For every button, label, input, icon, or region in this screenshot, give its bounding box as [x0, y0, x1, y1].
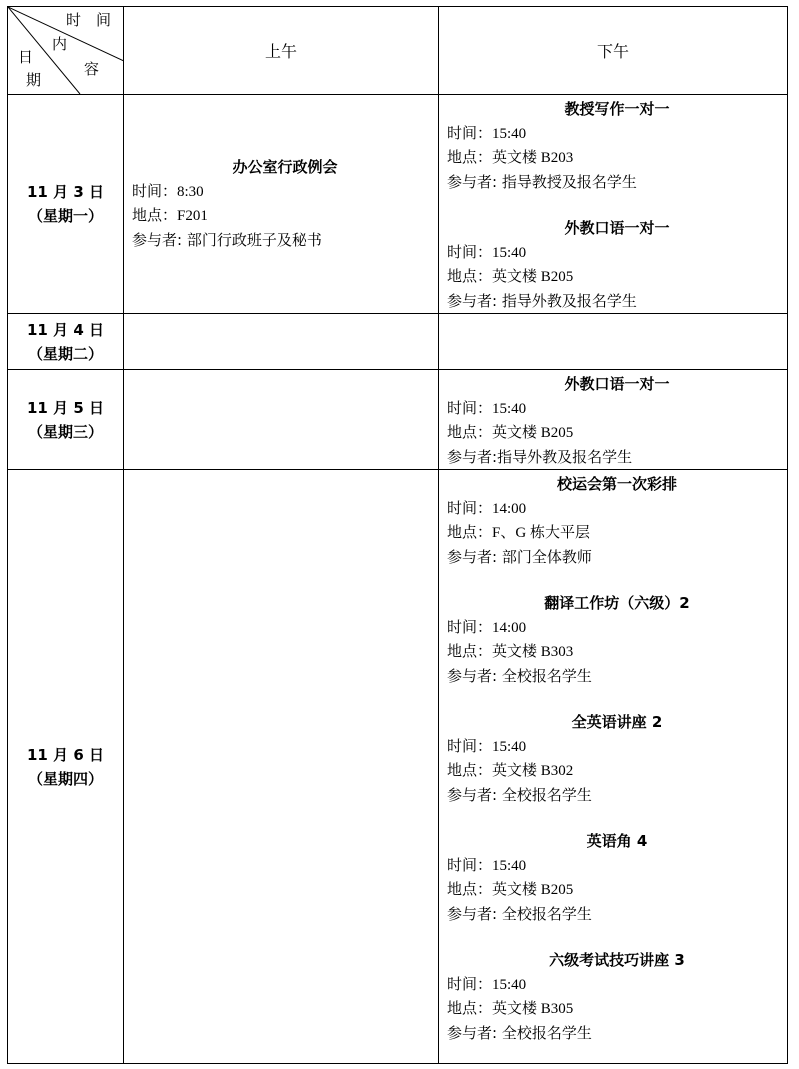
event-title: 英语角 4 [586, 832, 648, 850]
weekday-text: （星期三） [27, 422, 103, 441]
event-title: 教授写作一对一 [564, 100, 670, 118]
place-label: 地点： [447, 761, 493, 779]
place-label: 地点： [132, 206, 178, 224]
people-value: 部门行政班子及秘书 [182, 230, 322, 249]
place-value: 英文楼 B205 [492, 882, 574, 898]
weekday-text: （星期四） [27, 769, 103, 788]
header-row [8, 7, 788, 95]
event-people [447, 903, 787, 927]
time-label: 时间： [447, 398, 493, 417]
morning-cell [124, 370, 439, 470]
time-label: 时间： [447, 242, 493, 261]
event-people [447, 171, 787, 195]
event-place [447, 146, 787, 171]
event-title: 外教口语一对一 [564, 219, 670, 237]
place-value: 英文楼 B303 [492, 644, 574, 660]
afternoon-cell [439, 95, 788, 314]
people-label: 参与者: [447, 785, 498, 804]
people-label: 参与者: [447, 1023, 498, 1042]
event-title: 翻译工作坊（六级）2 [544, 594, 690, 612]
time-value: 15:40 [492, 125, 527, 142]
morning-cell [124, 470, 439, 1064]
event [132, 156, 438, 252]
event-place [447, 265, 787, 290]
event-place [447, 521, 787, 546]
place-value: F、G 栋大平层 [492, 525, 590, 541]
event-time [132, 180, 438, 205]
diag-time-char-2: 间 [96, 11, 112, 29]
day-row [8, 370, 788, 470]
schedule-table [7, 6, 788, 1064]
place-value: 英文楼 B305 [492, 1001, 574, 1017]
event-place [447, 640, 787, 665]
time-label: 时间： [447, 617, 493, 636]
day-row [8, 470, 788, 1064]
event-people [132, 229, 438, 253]
people-value: 指导外教及报名学生 [497, 291, 637, 310]
diag-time-char-1: 时 [66, 11, 82, 29]
event [447, 473, 787, 569]
place-value: 英文楼 B205 [492, 425, 574, 441]
morning-cell [124, 314, 439, 370]
people-label: 参与者: [132, 230, 183, 249]
afternoon-cell [439, 314, 788, 370]
place-label: 地点： [447, 523, 493, 541]
event [447, 592, 787, 688]
date-text: 11 月 6 日 [27, 745, 104, 764]
event-people [447, 665, 787, 689]
place-label: 地点： [447, 999, 493, 1017]
weekday-text: （星期一） [27, 207, 103, 225]
people-value: 指导教授及报名学生 [497, 172, 637, 191]
event-place [447, 997, 787, 1022]
people-label: 参与者: [447, 904, 498, 923]
date-cell [8, 370, 124, 470]
diag-content-char-2: 容 [84, 60, 100, 78]
weekday-text: （星期二） [27, 344, 103, 363]
people-label: 参与者: [447, 447, 498, 466]
event-people [447, 546, 787, 570]
event-title: 校运会第一次彩排 [556, 475, 677, 493]
diagonal-header-cell [8, 7, 124, 95]
time-value: 15:40 [492, 857, 527, 874]
morning-cell [124, 95, 439, 314]
people-value: 全校报名学生 [497, 1023, 592, 1042]
afternoon-header: 下午 [439, 7, 788, 95]
event-time [447, 854, 787, 879]
people-value: 指导外教及报名学生 [497, 447, 633, 466]
time-label: 时间： [447, 974, 493, 993]
people-label: 参与者: [447, 666, 498, 685]
time-label: 时间： [447, 855, 493, 874]
date-text: 11 月 5 日 [27, 398, 104, 417]
time-label: 时间： [132, 181, 178, 200]
people-value: 全校报名学生 [497, 785, 592, 804]
event [447, 217, 787, 313]
time-value: 15:40 [492, 244, 527, 261]
morning-header: 上午 [124, 7, 439, 95]
time-value: 15:40 [492, 738, 527, 755]
event-title: 全英语讲座 2 [571, 713, 663, 731]
place-label: 地点： [447, 148, 493, 166]
place-label: 地点： [447, 267, 493, 285]
date-cell [8, 470, 124, 1064]
day-row [8, 314, 788, 370]
event [447, 98, 787, 194]
date-text: 11 月 4 日 [27, 320, 104, 339]
place-label: 地点： [447, 423, 493, 441]
diag-date-char-1: 日 [18, 48, 34, 66]
people-value: 全校报名学生 [497, 666, 592, 685]
event [447, 830, 787, 926]
people-value: 全校报名学生 [497, 904, 592, 923]
diag-content-char-1: 内 [52, 35, 68, 53]
date-cell [8, 314, 124, 370]
event-time [447, 497, 787, 522]
time-label: 时间： [447, 123, 493, 142]
event-time [447, 122, 787, 147]
afternoon-cell [439, 470, 788, 1064]
place-value: 英文楼 B205 [492, 269, 574, 285]
event-place [447, 421, 787, 446]
event-title: 办公室行政例会 [232, 158, 338, 176]
event [447, 373, 787, 469]
people-label: 参与者: [447, 547, 498, 566]
event-people [447, 784, 787, 808]
place-label: 地点： [447, 880, 493, 898]
event-people [447, 1022, 787, 1046]
people-value: 部门全体教师 [497, 547, 592, 566]
time-value: 14:00 [492, 619, 527, 636]
time-value: 15:40 [492, 976, 527, 993]
event-place [447, 759, 787, 784]
event-time [447, 973, 787, 998]
event-time [447, 397, 787, 422]
event-time [447, 735, 787, 760]
date-cell [8, 95, 124, 314]
event-people [447, 446, 787, 470]
event-time [447, 241, 787, 266]
event-title: 六级考试技巧讲座 3 [549, 951, 685, 969]
place-value: F201 [177, 208, 208, 224]
people-label: 参与者: [447, 291, 498, 310]
place-value: 英文楼 B203 [492, 150, 574, 166]
time-value: 15:40 [492, 400, 527, 417]
day-row [8, 95, 788, 314]
time-label: 时间： [447, 498, 493, 517]
event-place [132, 204, 438, 229]
date-text: 11 月 3 日 [27, 183, 104, 201]
time-value: 8:30 [177, 183, 204, 200]
place-value: 英文楼 B302 [492, 763, 574, 779]
people-label: 参与者: [447, 172, 498, 191]
event [447, 949, 787, 1045]
event-time [447, 616, 787, 641]
place-label: 地点： [447, 642, 493, 660]
diag-date-char-2: 期 [26, 71, 42, 89]
time-label: 时间： [447, 736, 493, 755]
time-value: 14:00 [492, 500, 527, 517]
event [447, 711, 787, 807]
afternoon-cell [439, 370, 788, 470]
event-place [447, 878, 787, 903]
event-people [447, 290, 787, 314]
event-title: 外教口语一对一 [564, 375, 670, 393]
